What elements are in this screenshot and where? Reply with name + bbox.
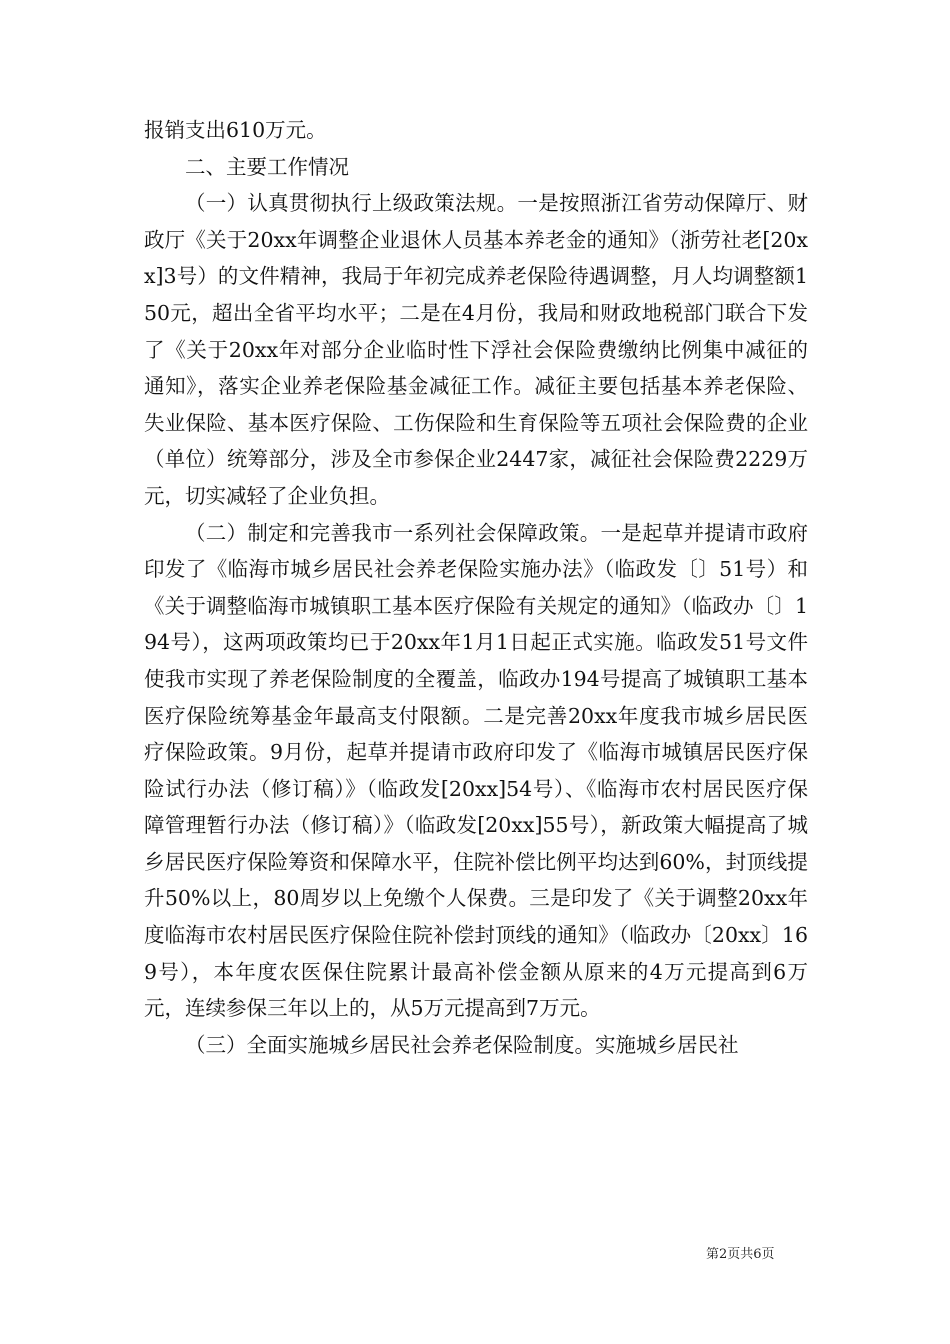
- paragraph-pension-system: （三）全面实施城乡居民社会养老保险制度。实施城乡居民社: [185, 1032, 739, 1057]
- paragraph-expense-summary: 报销支出610万元。: [144, 118, 327, 142]
- paragraph-social-security-policies: （二）制定和完善我市一系列社会保障政策。一是起草并提请市政府印发了《临海市城乡居民社会养老保险实施办法》（临政发〔〕51号）和《关于调整临海市城镇职工基本医疗保险有关规定的通知》（临政办〔〕194号），这两项政策均已于20xx年1月1日起正式实施。临政发51号文件使我市实现了养老保险制度的全覆盖，临政办194号提高了城镇职工基本医疗保险统筹基金年最高支付限额。二是完善20xx年度我市城乡居民医疗保险政策。9月份，起草并提请市政府印发了《临海市城镇居民医疗保险试行办法（修订稿）》（临政发[20xx]54号）、《临海市农村居民医疗保障管理暂行办法（修订稿）》（临政发[20xx]55号），新政策大幅提高了城乡居民医疗保险筹资和保障水平，住院补偿比例平均达到60%，封顶线提升50%以上，80周岁以上免缴个人保费。三是印发了《关于调整20xx年度临海市农村居民医疗保险住院补偿封顶线的通知》（临政办〔20xx〕169号），本年度农医保住院累计最高补偿金额从原来的4万元提高到6万元，连续参保三年以上的，从5万元提高到7万元。: [144, 520, 808, 1021]
- document-body: [144, 112, 808, 1063]
- paragraph-policy-implementation: （一）认真贯彻执行上级政策法规。一是按照浙江省劳动保障厅、财政厅《关于20xx年调整企业退休人员基本养老金的通知》（浙劳社老[20xx]3号）的文件精神，我局于年初完成养老保险待遇调整，月人均调整额150元，超出全省平均水平；二是在4月份，我局和财政地税部门联合下发了《关于20xx年对部分企业临时性下浮社会保险费缴纳比例集中减征的通知》，落实企业养老保险基金减征工作。减征主要包括基本养老保险、失业保险、基本医疗保险、工伤保险和生育保险等五项社会保险费的企业（单位）统筹部分，涉及全市参保企业2447家，减征社会保险费2229万元，切实减轻了企业负担。: [144, 191, 808, 508]
- section-heading-main-work: 二、主要工作情况: [185, 154, 349, 179]
- page-number-footer: 第2页共6页: [706, 1247, 775, 1262]
